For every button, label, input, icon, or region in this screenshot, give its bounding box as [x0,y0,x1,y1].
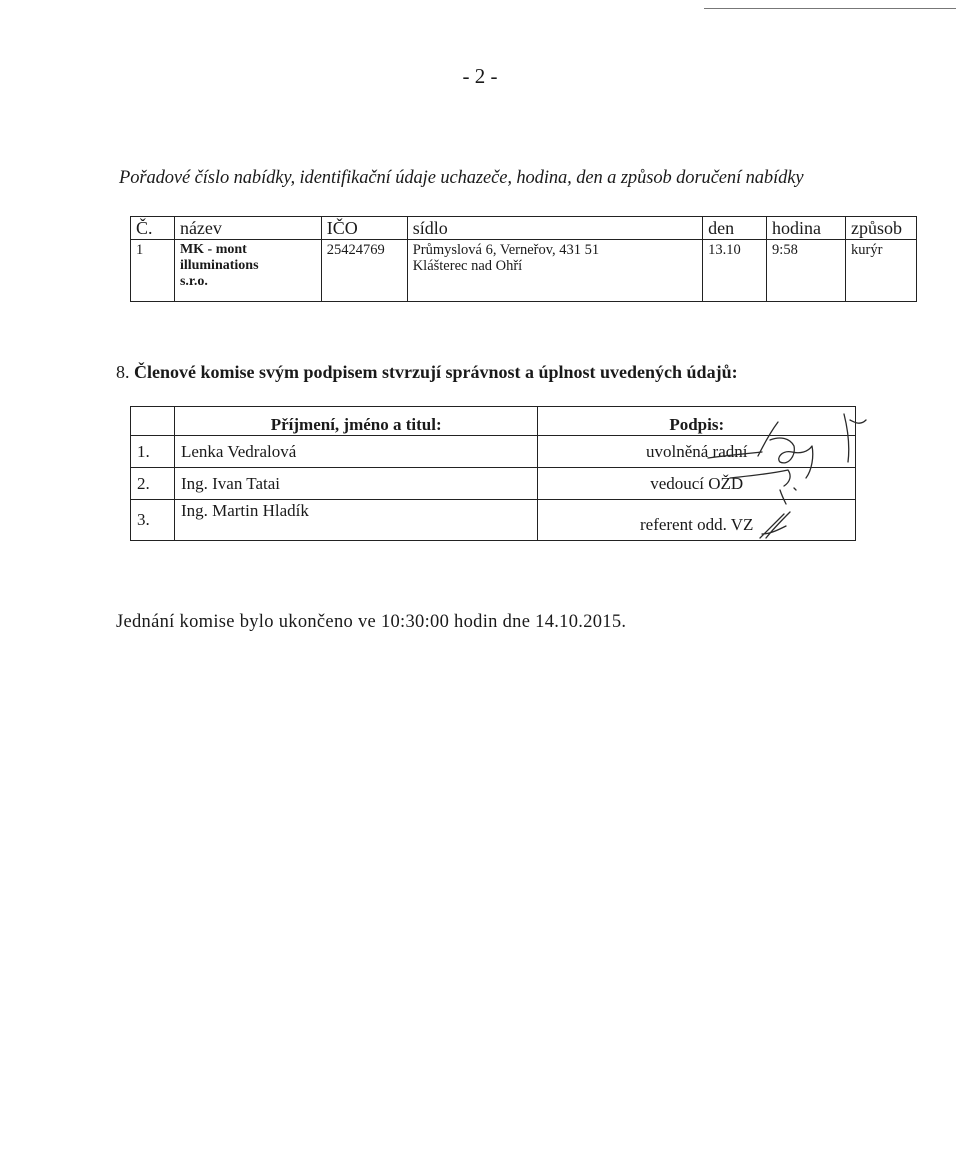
offer-name [174,240,321,302]
offer-delivery-method: kurýr [845,240,916,302]
closing-statement: Jednání komise bylo ukončeno ve 10:30:00 hodin dne 14.10.2015. [116,612,627,632]
member-role: uvolněná radní [538,436,856,468]
offer-number: 1 [131,240,175,302]
offer-day: 13.10 [703,240,767,302]
offers-header-cell: IČO [321,217,407,240]
offers-table-row [131,240,917,302]
offers-header-cell: způsob [845,217,916,240]
committee-header-cell: Příjmení, jméno a titul: [174,407,537,436]
section-heading [116,362,738,383]
offer-name-line: illuminations [179,258,259,273]
committee-header-row [131,407,856,436]
offer-name-line: s.r.o. [179,274,208,289]
committee-row [131,468,856,500]
committee-table [130,406,856,541]
member-name: Ing. Martin Hladík [174,500,537,541]
committee-header-cell: Podpis: [538,407,856,436]
offer-hour: 9:58 [767,240,846,302]
section-text: Členové komise svým podpisem stvrzují správnost a úplnost uvedených údajů: [134,362,738,382]
section-number: 8. [116,362,130,382]
page-number: - 2 - [462,64,498,88]
member-role: vedoucí OŽD [538,468,856,500]
offer-address-line: Klášterec nad Ohří [412,258,523,274]
top-rule [704,8,956,9]
offers-header-cell: sídlo [407,217,702,240]
committee-row [131,436,856,468]
member-index: 3. [131,500,175,541]
offers-header-cell: den [703,217,767,240]
member-index: 1. [131,436,175,468]
offer-ico: 25424769 [321,240,407,302]
member-index: 2. [131,468,175,500]
member-name: Lenka Vedralová [174,436,537,468]
offers-heading: Pořadové číslo nabídky, identifikační údaje uchazeče, hodina, den a způsob doručení nabídky [119,168,804,188]
offer-address-line: Průmyslová 6, Verneřov, 431 51 [412,242,600,258]
offers-header-cell: hodina [767,217,846,240]
offer-address [407,240,702,302]
committee-header-cell [131,407,175,436]
offers-header-cell: Č. [131,217,175,240]
member-role: referent odd. VZ [538,500,856,541]
offers-header-cell: název [174,217,321,240]
offer-name-line: MK - mont [179,242,247,257]
offers-header-row [131,217,917,240]
committee-row [131,500,856,541]
member-name: Ing. Ivan Tatai [174,468,537,500]
offers-table [130,216,917,302]
